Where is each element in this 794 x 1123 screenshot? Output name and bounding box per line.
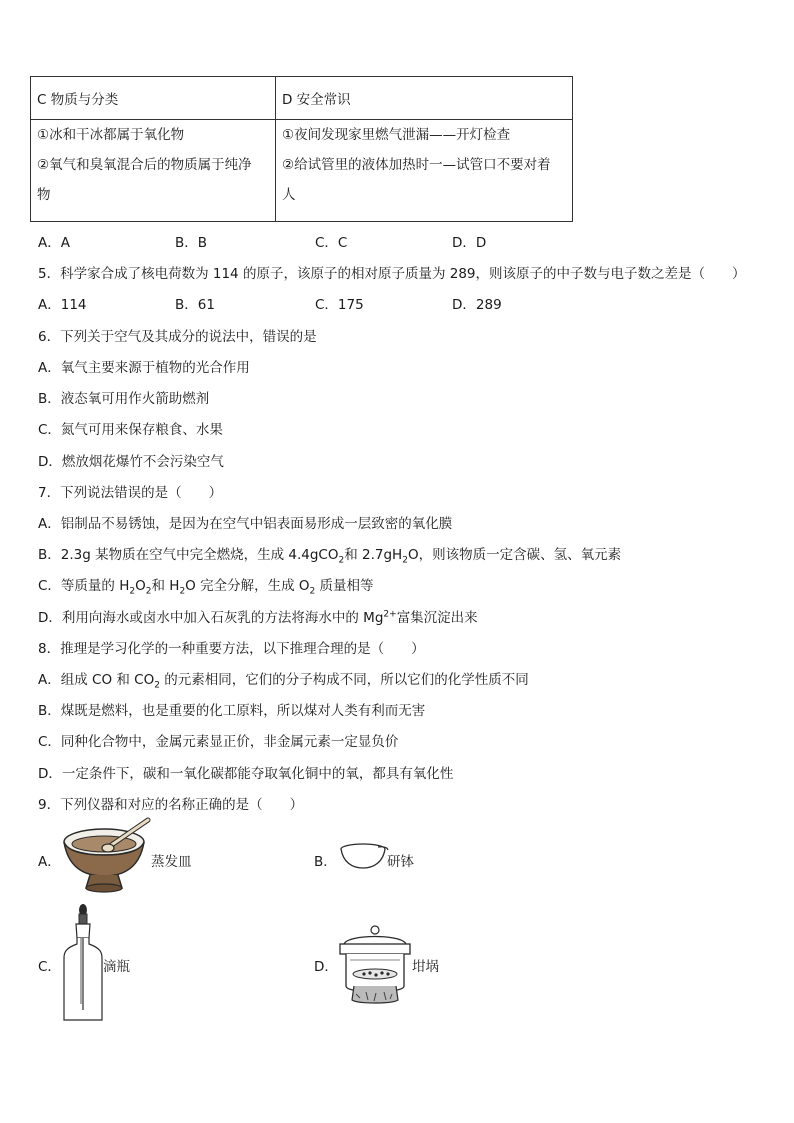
q7-c-text-3: 和 H	[151, 578, 180, 594]
q8-a-text-2: 的元素相同，它们的分子构成不同，所以它们的化学性质不同	[159, 672, 529, 688]
q8-option-a[interactable]	[38, 668, 529, 691]
q5-option-b[interactable]: B．61	[175, 297, 215, 313]
knowledge-table	[30, 76, 573, 222]
q9-option-c-name: 滴瓶	[103, 959, 130, 975]
q7-stem: 7．下列说法错误的是（ ）	[38, 485, 223, 501]
q8-option-d[interactable]: D．一定条件下，碳和一氧化碳都能夺取氧化铜中的氧，都具有氧化性	[38, 766, 454, 782]
q9-option-d-name: 坩埚	[412, 959, 439, 975]
q7-c-text-5: 质量相等	[315, 578, 374, 594]
q4-option-d[interactable]: D．D	[452, 235, 487, 251]
table-cell-d	[276, 120, 573, 222]
q7-d-text-1: D．利用向海水或卤水中加入石灰乳的方法将海水中的 Mg	[38, 610, 384, 626]
q5-options	[38, 293, 558, 313]
d-line-3: 人	[282, 187, 296, 203]
q9-option-a-name: 蒸发皿	[151, 854, 192, 870]
q5-option-a[interactable]: A．114	[38, 297, 87, 313]
q7-b-sub-2: 2	[402, 555, 408, 566]
mortar-icon	[62, 818, 152, 894]
c-line-3: 物	[37, 187, 51, 203]
q9-option-c-letter[interactable]: C．	[38, 959, 61, 975]
table-header-c: C 物质与分类	[31, 77, 276, 120]
q9-option-a-letter[interactable]: A．	[38, 854, 61, 870]
q7-option-a[interactable]: A．铝制品不易锈蚀，是因为在空气中铝表面易形成一层致密的氧化膜	[38, 516, 453, 532]
c-line-2: ②氧气和臭氧混合后的物质属于纯净	[37, 157, 252, 173]
q8-a-text-1: A．组成 CO 和 CO	[38, 672, 155, 688]
q7-d-text-2: 富集沉淀出来	[396, 610, 478, 626]
q7-c-text-2: O	[135, 578, 146, 594]
q6-stem: 6．下列关于空气及其成分的说法中，错误的是	[38, 329, 317, 345]
q7-c-sub-3: 2	[179, 586, 186, 597]
q7-c-text-1: C．等质量的 H	[38, 578, 130, 594]
q9-stem: 9．下列仪器和对应的名称正确的是（ ）	[38, 797, 304, 813]
q8-stem: 8．推理是学习化学的一种重要方法，以下推理合理的是（ ）	[38, 641, 425, 657]
q5-option-d[interactable]: D．289	[452, 297, 502, 313]
q9-option-d-letter[interactable]: D．	[314, 959, 338, 975]
q6-option-b[interactable]: B．液态氧可用作火箭助燃剂	[38, 391, 210, 407]
crucible-icon	[338, 922, 412, 1006]
q5-option-c[interactable]: C．175	[315, 297, 364, 313]
c-line-1: ①冰和干冰都属于氧化物	[37, 127, 185, 143]
q4-option-a[interactable]: A．A	[38, 235, 70, 251]
q7-b-text-3: O，则该物质一定含碳、氢、氧元素	[407, 547, 622, 563]
q7-c-sub-1: 2	[129, 586, 136, 597]
q8-a-sub-1: 2	[154, 680, 160, 691]
q7-c-text-4: O 完全分解，生成 O	[185, 578, 310, 594]
q7-b-text-2: 和 2.7gH	[344, 547, 403, 563]
q7-option-c[interactable]	[38, 574, 374, 597]
d-line-1: ①夜间发现家里燃气泄漏——开灯检查	[282, 127, 511, 143]
q9-option-b-name: 研钵	[387, 854, 414, 870]
q7-option-b[interactable]	[38, 543, 621, 566]
q6-option-d[interactable]: D．燃放烟花爆竹不会污染空气	[38, 454, 224, 470]
q4-options	[38, 231, 558, 251]
q8-option-c[interactable]: C．同种化合物中，金属元素显正价，非金属元素一定显负价	[38, 734, 399, 750]
q8-option-b[interactable]: B．煤既是燃料，也是重要的化工原料，所以煤对人类有利而无害	[38, 703, 426, 719]
dropper-bottle-icon	[62, 904, 104, 1022]
q6-option-c[interactable]: C．氮气可用来保存粮食、水果	[38, 422, 223, 438]
q6-option-a[interactable]: A．氧气主要来源于植物的光合作用	[38, 360, 250, 376]
table-cell-c	[31, 120, 276, 222]
q7-option-d[interactable]	[38, 606, 478, 626]
q7-c-sub-4: 2	[309, 586, 316, 597]
q4-option-c[interactable]: C．C	[315, 235, 348, 251]
q9-option-b-letter[interactable]: B．	[314, 854, 337, 870]
d-line-2: ②给试管里的液体加热时一—试管口不要对着	[282, 157, 551, 173]
q4-option-b[interactable]: B．B	[175, 235, 208, 251]
q7-b-sub-1: 2	[338, 555, 345, 566]
q7-d-sup: 2+	[383, 609, 397, 620]
q7-c-sub-2: 2	[145, 586, 152, 597]
q7-b-text-1: B．2.3g 某物质在空气中完全燃烧，生成 4.4gCO	[38, 547, 339, 563]
evaporating-dish-icon	[340, 842, 390, 872]
table-header-d: D 安全常识	[276, 77, 573, 120]
q5-stem: 5．科学家合成了核电荷数为 114 的原子，该原子的相对原子质量为 289，则该原子的中子数与电子数之差是（ ）	[38, 266, 746, 282]
